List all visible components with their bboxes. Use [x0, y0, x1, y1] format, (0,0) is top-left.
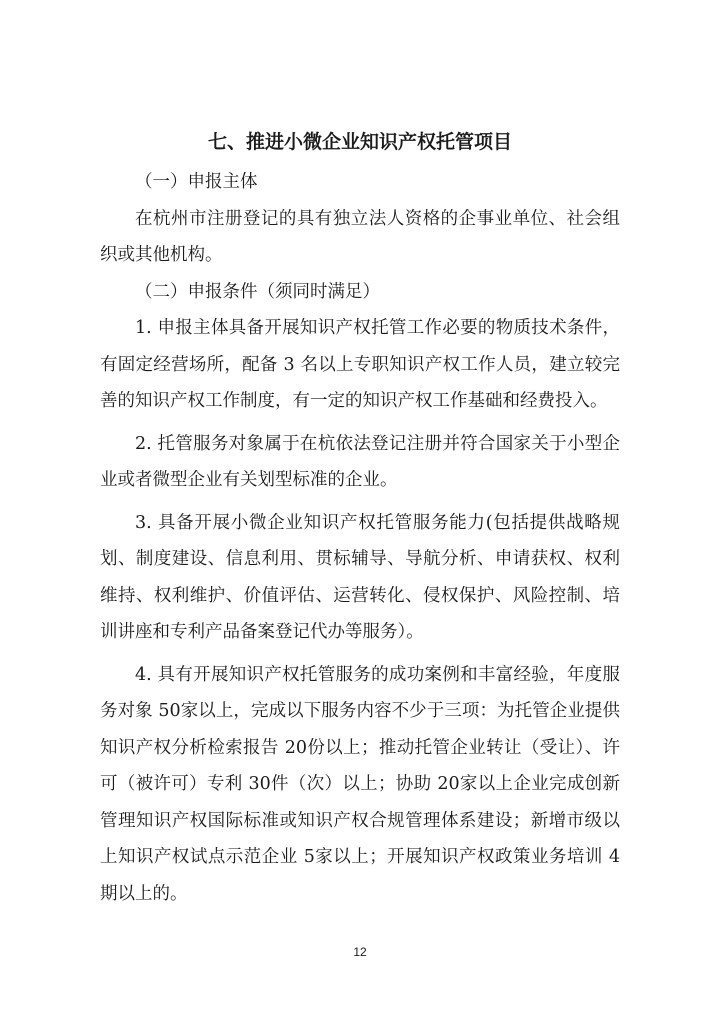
condition-item-1: 1. 申报主体具备开展知识产权托管工作必要的物质技术条件，有固定经营场所，配备 3 名以上专职知识产权工作人员，建立较完善的知识产权工作制度，有一定的知识产权工作基础和经费投入。 [100, 318, 620, 411]
condition-item-4: 4. 具有开展知识产权托管服务的成功案例和丰富经验，年度服务对象 50家以上，完成以下服务内容不少于三项：为托管企业提供知识产权分析检索报告 20份以上；推动托管企业转让（受让）、许可（被许可）专利 30件（次）以上；协助 20家以上企业完成创新管理知识产权国际标准或知识产权合规管理体系建设；新增市级以上知识产权试点示范企业 5家以上；开展知识产权政策业务培训 4期以上的。 [100, 664, 620, 904]
page-number: 12 [353, 945, 367, 959]
condition-item-3: 3. 具备开展小微企业知识产权托管服务能力(包括提供战略规划、制度建设、信息利用、贯标辅导、导航分析、申请获权、权利维持、权利维护、价值评估、运营转化、侵权保护、风险控制、培训讲座和专利产品备案登记代办等服务）。 [100, 512, 620, 642]
subheading-applicant: （一）申报主体 [135, 172, 258, 192]
document-body [100, 164, 620, 912]
section-title: 七、推进小微企业知识产权托管项目 [207, 131, 512, 153]
condition-item-2: 2. 托管服务对象属于在杭依法登记注册并符合国家关于小型企业或者微型企业有关划型标准的企业。 [100, 433, 620, 490]
paragraph-applicant-description: 在杭州市注册登记的具有独立法人资格的企事业单位、社会组织或其他机构。 [100, 208, 620, 265]
subheading-conditions: （二）申报条件（须同时满足） [135, 281, 380, 302]
